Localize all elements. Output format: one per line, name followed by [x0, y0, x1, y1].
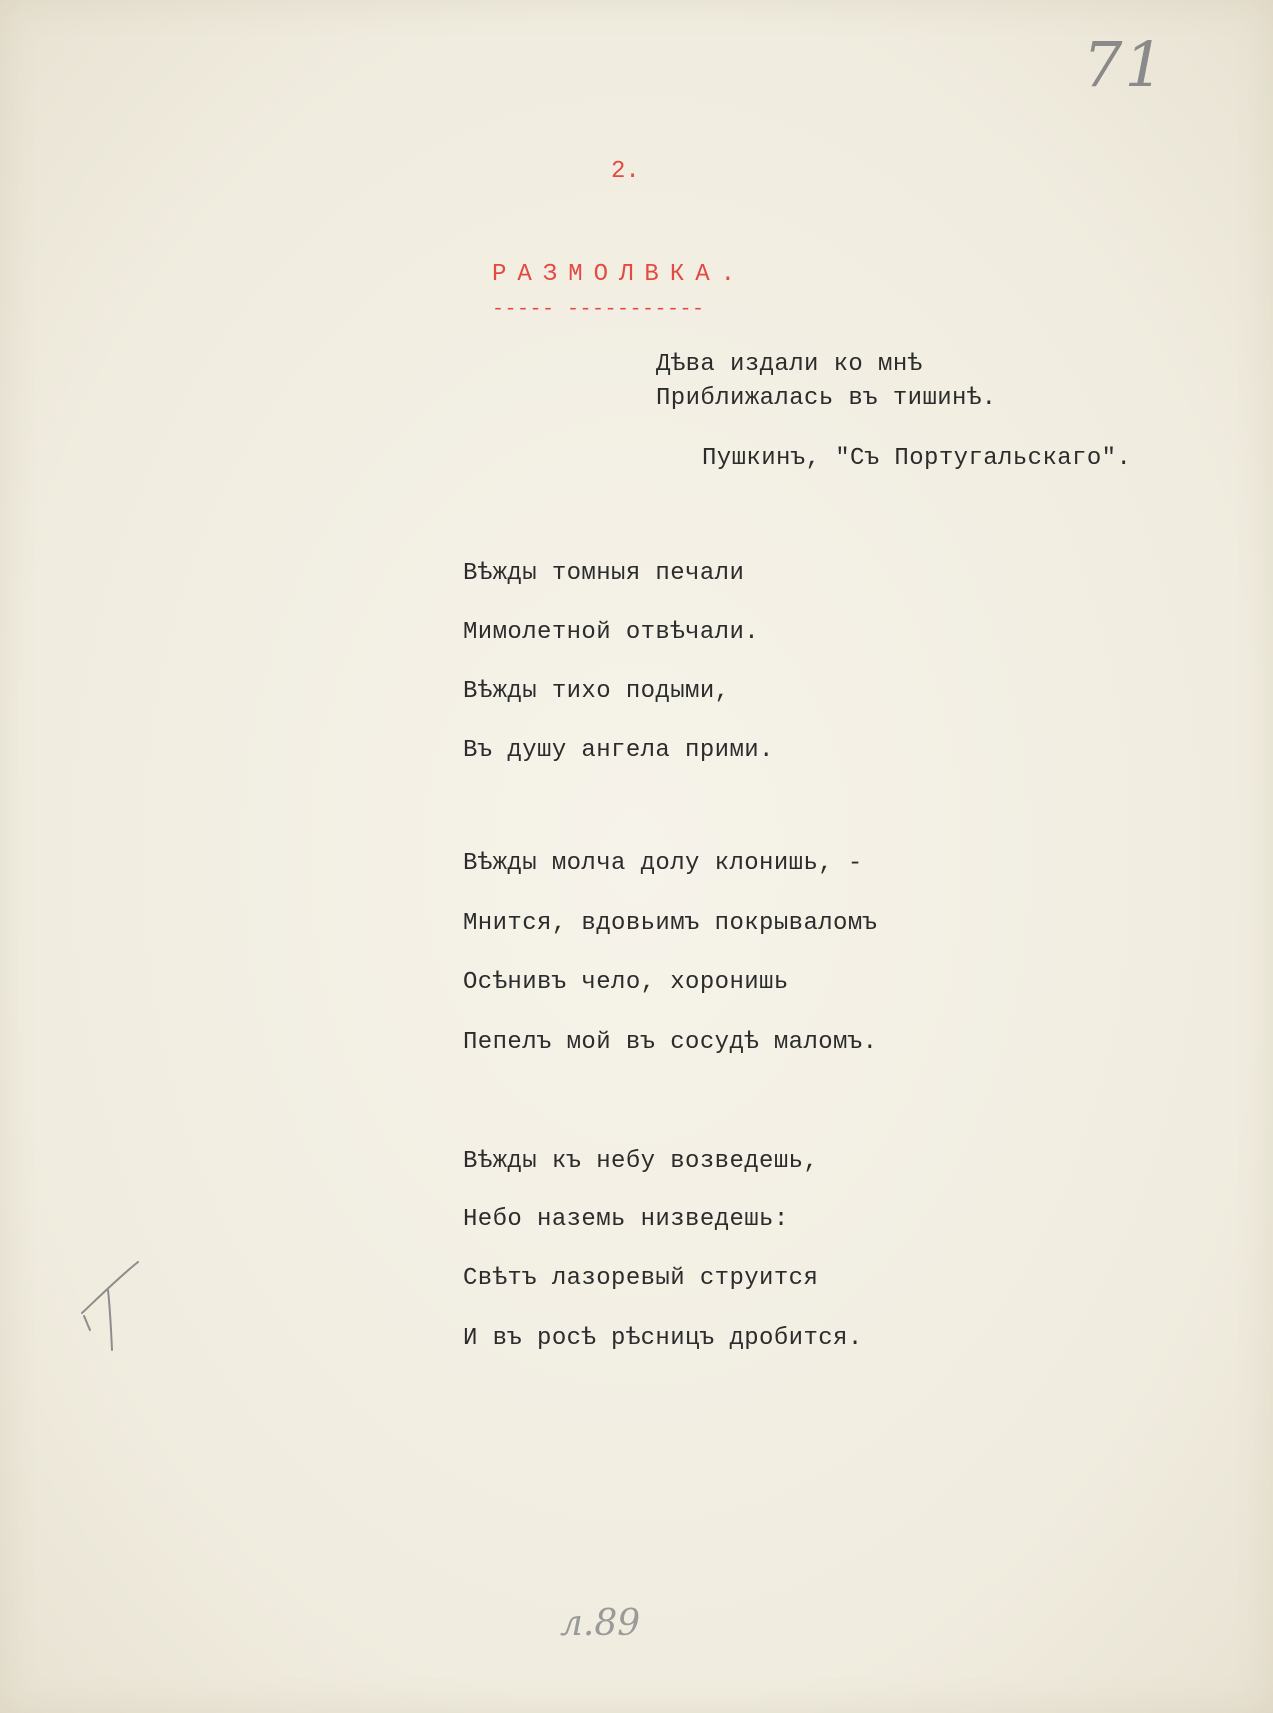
verse-line: Вѣжды томныя печали [463, 560, 745, 587]
verse-line: Свѣтъ лазоревый струится [463, 1265, 819, 1292]
verse-line: И въ росѣ рѣсницъ дробится. [463, 1325, 863, 1352]
verse-line: Вѣжды тихо подыми, [463, 678, 730, 705]
title-underline: ----- ----------- [492, 298, 705, 321]
verse-line: Вѣжды къ небу возведешь, [463, 1148, 819, 1175]
epigraph-line-1: Дѣва издали ко мнѣ [656, 351, 923, 378]
epigraph-line-2: Приближалась въ тишинѣ. [656, 385, 997, 412]
section-number: 2. [611, 158, 640, 185]
verse-line: Осѣнивъ чело, хоронишь [463, 969, 789, 996]
archive-sheet-mark: л.89 [560, 1603, 641, 1644]
verse-line: Вѣжды молча долу клонишь, - [463, 850, 863, 877]
poem-title: РАЗМОЛВКА. [492, 261, 747, 288]
verse-line: Въ душу ангела прими. [463, 737, 774, 764]
pencil-margin-mark-icon [78, 1258, 148, 1353]
verse-line: Мимолетной отвѣчали. [463, 619, 760, 646]
verse-line: Небо наземь низведешь: [463, 1206, 789, 1233]
epigraph-attribution: Пушкинъ, "Съ Португальскаго". [702, 445, 1132, 472]
verse-line: Мнится, вдовьимъ покрываломъ [463, 910, 878, 937]
folio-number: 71 [1083, 28, 1166, 101]
verse-line: Пепелъ мой въ сосудѣ маломъ. [463, 1029, 878, 1056]
